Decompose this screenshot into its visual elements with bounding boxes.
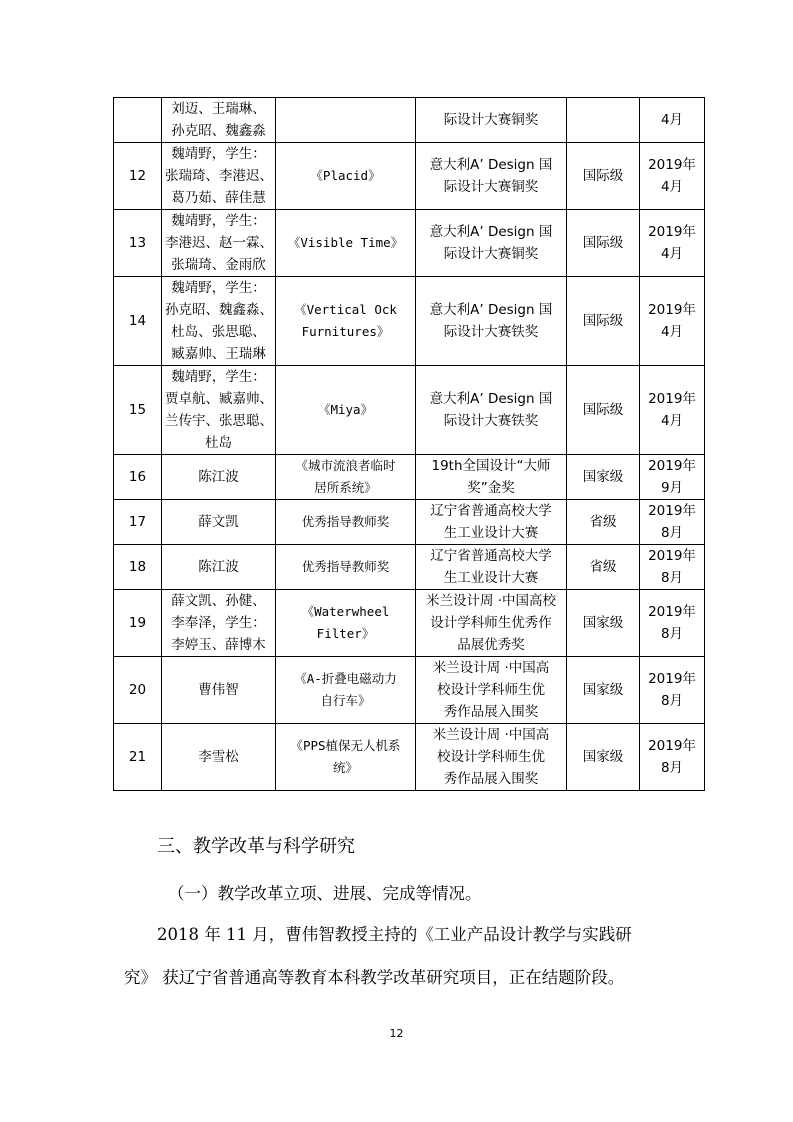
work-cell	[276, 277, 416, 366]
work-cell	[276, 657, 416, 724]
level-cell: 国际级	[567, 210, 640, 277]
members-cell-line: 魏靖野，学生：	[171, 369, 266, 385]
work-cell-line: Furnitures》	[301, 324, 390, 339]
award-cell-line: 际设计大赛铁奖	[443, 413, 539, 429]
members-cell-line: 陈江波	[198, 469, 239, 485]
table-row	[114, 98, 705, 143]
row-number: 16	[114, 455, 162, 500]
members-cell-line: 李婷玉、薛博木	[171, 637, 266, 653]
row-number: 21	[114, 724, 162, 791]
award-cell-line: 际设计大赛铜奖	[443, 112, 539, 128]
members-cell	[162, 143, 276, 210]
award-cell-line: 意大利A’ Design 国	[429, 302, 553, 318]
work-cell-line: 《Placid》	[310, 168, 381, 183]
work-cell	[276, 545, 416, 590]
members-cell-line: 李奉泽，学生：	[171, 615, 266, 631]
members-cell-line: 刘迈、王瑞琳、	[171, 101, 266, 117]
date-cell	[640, 210, 705, 277]
award-cell-line: 奖”金奖	[467, 480, 515, 496]
members-cell-line: 魏靖野，学生：	[171, 213, 266, 229]
work-cell-line: 《Vertical Ock	[294, 302, 397, 317]
award-cell-line: 生工业设计大赛	[443, 525, 539, 541]
work-cell-line: 《PPS植保无人机系	[290, 738, 401, 753]
members-cell-line: 葛乃茹、薛佳慧	[171, 190, 266, 206]
row-number: 20	[114, 657, 162, 724]
award-cell-line: 辽宁省普通高校大学	[430, 548, 552, 564]
date-cell-line: 2019年	[648, 604, 696, 620]
paragraph-line-2: 究》 获辽宁省普通高等教育本科教学改革研究项目，正在结题阶段。	[124, 968, 625, 987]
awards-table-body	[114, 98, 705, 791]
date-cell-line: 4月	[660, 324, 684, 340]
level-cell: 国家级	[567, 724, 640, 791]
work-cell-line: 优秀指导教师奖	[301, 559, 390, 574]
row-number: 15	[114, 366, 162, 455]
row-number: 12	[114, 143, 162, 210]
work-cell-line: 《城市流浪者临时	[295, 458, 396, 473]
award-cell-line: 校设计学科师生优	[437, 682, 545, 698]
award-cell	[416, 277, 567, 366]
date-cell	[640, 500, 705, 545]
award-cell-line: 生工业设计大赛	[443, 570, 539, 586]
award-cell	[416, 545, 567, 590]
members-cell-line: 薛文凯、孙健、	[171, 593, 266, 609]
award-cell-line: 米兰设计周 ·中国高校	[425, 593, 557, 609]
award-cell-line: 秀作品展入围奖	[443, 771, 539, 787]
members-cell-line: 臧嘉帅、王瑞琳	[171, 346, 266, 362]
date-cell-line: 9月	[660, 480, 684, 496]
date-cell-line: 2019年	[648, 157, 696, 173]
date-cell	[640, 277, 705, 366]
level-cell: 国际级	[567, 277, 640, 366]
award-cell-line: 际设计大赛铜奖	[443, 179, 539, 195]
members-cell-line: 孙克昭、魏鑫淼	[171, 123, 266, 139]
members-cell-line: 李雪松	[198, 749, 239, 765]
date-cell-line: 2019年	[648, 458, 696, 474]
award-cell-line: 校设计学科师生优	[437, 749, 545, 765]
members-cell-line: 李港迟、赵一霖、	[165, 235, 273, 251]
row-number	[114, 98, 162, 143]
subheading: （一）教学改革立项、进展、完成等情况。	[168, 884, 482, 903]
date-cell	[640, 590, 705, 657]
award-cell	[416, 98, 567, 143]
members-cell-line: 杜岛	[205, 435, 232, 451]
members-cell	[162, 590, 276, 657]
level-cell: 国际级	[567, 143, 640, 210]
level-cell: 省级	[567, 500, 640, 545]
table-row	[114, 455, 705, 500]
work-cell	[276, 455, 416, 500]
table-row	[114, 143, 705, 210]
members-cell-line: 张瑞琦、金雨欣	[171, 257, 266, 273]
date-cell	[640, 657, 705, 724]
table-row	[114, 366, 705, 455]
level-cell: 国家级	[567, 455, 640, 500]
table-row	[114, 724, 705, 791]
members-cell-line: 曹伟智	[198, 682, 239, 698]
paragraph-line-1: 2018 年 11 月，曹伟智教授主持的《工业产品设计教学与实践研	[157, 925, 632, 944]
award-cell	[416, 590, 567, 657]
level-cell: 省级	[567, 545, 640, 590]
members-cell-line: 贾卓航、臧嘉帅、	[165, 391, 273, 407]
date-cell	[640, 455, 705, 500]
award-cell	[416, 657, 567, 724]
date-cell-line: 2019年	[648, 671, 696, 687]
work-cell-line: 《Miya》	[317, 402, 374, 417]
members-cell-line: 魏靖野，学生：	[171, 280, 266, 296]
row-number: 19	[114, 590, 162, 657]
row-number: 18	[114, 545, 162, 590]
members-cell	[162, 500, 276, 545]
work-cell	[276, 366, 416, 455]
work-cell-line: 自行车》	[320, 693, 371, 708]
date-cell-line: 4月	[660, 246, 684, 262]
work-cell	[276, 143, 416, 210]
work-cell-line: 统》	[332, 760, 358, 775]
table-row	[114, 500, 705, 545]
award-cell	[416, 143, 567, 210]
row-number: 17	[114, 500, 162, 545]
section-heading: 三、教学改革与科学研究	[157, 836, 355, 857]
row-number: 14	[114, 277, 162, 366]
members-cell-line: 魏靖野，学生：	[171, 146, 266, 162]
award-cell	[416, 210, 567, 277]
members-cell-line: 兰传宇、张思聪、	[165, 413, 273, 429]
table-row	[114, 277, 705, 366]
members-cell-line: 薛文凯	[198, 514, 239, 530]
page-number: 12	[389, 1027, 404, 1040]
level-cell: 国家级	[567, 657, 640, 724]
date-cell	[640, 545, 705, 590]
award-cell	[416, 724, 567, 791]
work-cell-line: 居所系统》	[314, 480, 377, 495]
members-cell	[162, 657, 276, 724]
award-cell-line: 意大利A’ Design 国	[429, 391, 553, 407]
work-cell	[276, 98, 416, 143]
work-cell	[276, 500, 416, 545]
date-cell	[640, 366, 705, 455]
members-cell-line: 陈江波	[198, 559, 239, 575]
date-cell-line: 8月	[660, 626, 684, 642]
work-cell-line: 《A-折叠电磁动力	[294, 671, 397, 686]
date-cell-line: 2019年	[648, 302, 696, 318]
award-cell-line: 设计学科师生优秀作	[430, 615, 552, 631]
work-cell-line: 《Visible Time》	[287, 235, 404, 250]
level-cell	[567, 98, 640, 143]
work-cell	[276, 590, 416, 657]
work-cell-line: 优秀指导教师奖	[301, 514, 390, 529]
members-cell	[162, 724, 276, 791]
award-cell-line: 米兰设计周 ·中国高	[432, 727, 550, 743]
work-cell	[276, 210, 416, 277]
members-cell-line: 张瑞琦、李港迟、	[165, 168, 273, 184]
date-cell	[640, 98, 705, 143]
members-cell-line: 杜岛、张思聪、	[171, 324, 266, 340]
awards-table	[113, 97, 705, 791]
work-cell-line: Filter》	[316, 626, 375, 641]
work-cell-line: 《Waterwheel	[301, 604, 390, 619]
table-row	[114, 590, 705, 657]
table-row	[114, 545, 705, 590]
award-cell-line: 意大利A’ Design 国	[429, 224, 553, 240]
level-cell: 国际级	[567, 366, 640, 455]
members-cell	[162, 210, 276, 277]
date-cell-line: 2019年	[648, 224, 696, 240]
date-cell-line: 2019年	[648, 391, 696, 407]
table-row	[114, 657, 705, 724]
table-row	[114, 210, 705, 277]
members-cell	[162, 366, 276, 455]
award-cell-line: 品展优秀奖	[457, 637, 525, 653]
date-cell-line: 8月	[660, 760, 684, 776]
award-cell-line: 米兰设计周 ·中国高	[432, 660, 550, 676]
date-cell-line: 2019年	[648, 738, 696, 754]
date-cell-line: 8月	[660, 570, 684, 586]
award-cell-line: 秀作品展入围奖	[443, 704, 539, 720]
date-cell-line: 8月	[660, 693, 684, 709]
members-cell	[162, 545, 276, 590]
award-cell-line: 际设计大赛铜奖	[443, 246, 539, 262]
row-number: 13	[114, 210, 162, 277]
award-cell	[416, 366, 567, 455]
date-cell-line: 4月	[660, 112, 684, 128]
award-cell-line: 意大利A’ Design 国	[429, 157, 553, 173]
date-cell-line: 2019年	[648, 503, 696, 519]
members-cell	[162, 98, 276, 143]
award-cell-line: 辽宁省普通高校大学	[430, 503, 552, 519]
date-cell-line: 4月	[660, 413, 684, 429]
award-cell-line: 19th全国设计“大师	[431, 458, 551, 474]
level-cell: 国家级	[567, 590, 640, 657]
award-cell-line: 际设计大赛铁奖	[443, 324, 539, 340]
date-cell-line: 8月	[660, 525, 684, 541]
date-cell-line: 4月	[660, 179, 684, 195]
date-cell-line: 2019年	[648, 548, 696, 564]
work-cell	[276, 724, 416, 791]
award-cell	[416, 500, 567, 545]
date-cell	[640, 143, 705, 210]
date-cell	[640, 724, 705, 791]
award-cell	[416, 455, 567, 500]
members-cell	[162, 455, 276, 500]
members-cell	[162, 277, 276, 366]
members-cell-line: 孙克昭、魏鑫淼、	[165, 302, 273, 318]
